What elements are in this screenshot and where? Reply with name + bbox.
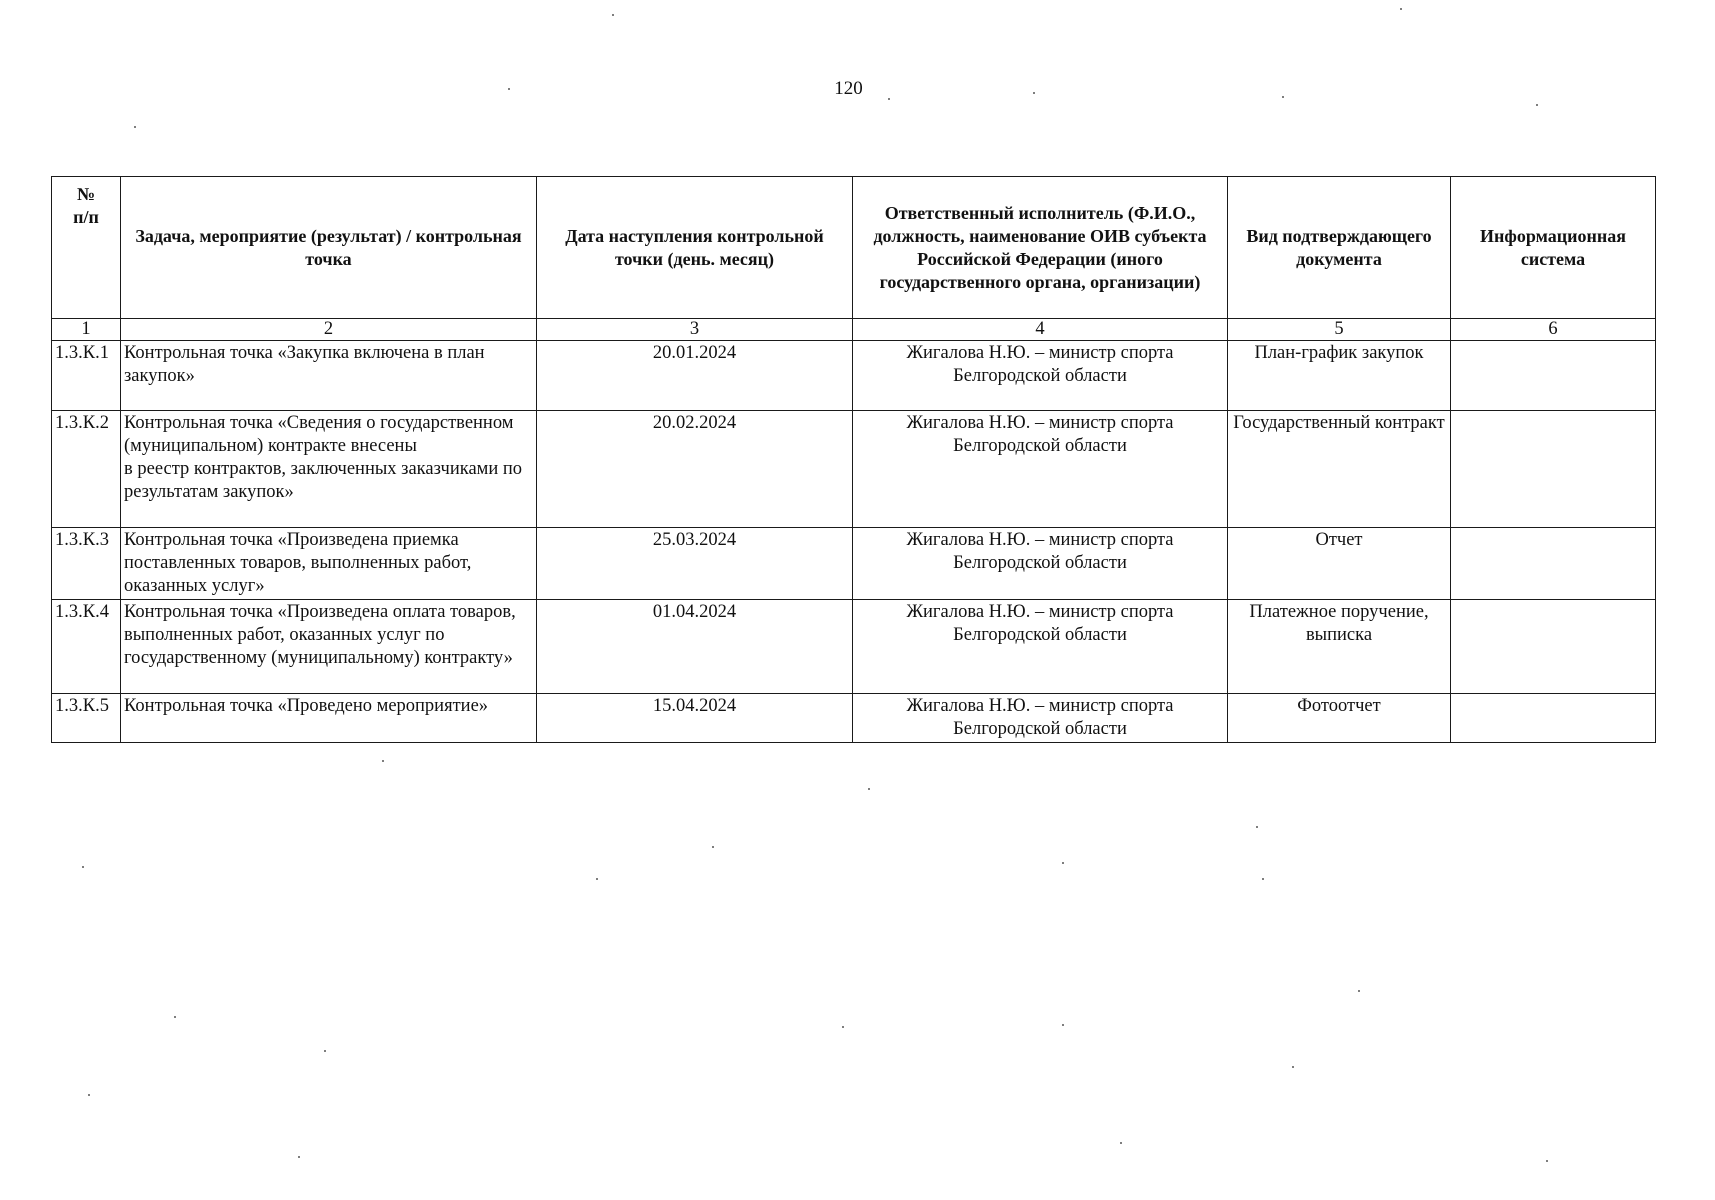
column-number-row — [52, 319, 1656, 341]
row-system — [1451, 600, 1656, 694]
row-number: 1.3.К.5 — [52, 694, 121, 743]
row-date: 20.02.2024 — [537, 411, 853, 528]
column-number: 6 — [1451, 319, 1656, 341]
row-task: Контрольная точка «Произведена приемка поставленных товаров, выполненных работ, оказанных услуг» — [121, 528, 537, 600]
table-row — [52, 341, 1656, 411]
row-responsible: Жигалова Н.Ю. – министр спорта Белгородской области — [853, 411, 1228, 528]
row-responsible: Жигалова Н.Ю. – министр спорта Белгородской области — [853, 528, 1228, 600]
column-number: 5 — [1228, 319, 1451, 341]
row-number: 1.3.К.3 — [52, 528, 121, 600]
column-number: 3 — [537, 319, 853, 341]
column-number: 2 — [121, 319, 537, 341]
row-task: Контрольная точка «Проведено мероприятие» — [121, 694, 537, 743]
row-system — [1451, 341, 1656, 411]
header-responsible: Ответственный исполнитель (Ф.И.О., должность, наименование ОИВ субъекта Российской Федерации (иного государственного органа, организации) — [853, 177, 1228, 319]
page-number: 120 — [834, 78, 863, 99]
header-date: Дата наступления контрольной точки (день. месяц) — [537, 177, 853, 319]
control-points-table — [51, 176, 1656, 743]
row-number: 1.3.К.1 — [52, 341, 121, 411]
row-task: Контрольная точка «Закупка включена в план закупок» — [121, 341, 537, 411]
row-system — [1451, 528, 1656, 600]
column-number: 4 — [853, 319, 1228, 341]
row-document: План-график закупок — [1228, 341, 1451, 411]
column-number: 1 — [52, 319, 121, 341]
header-system: Информационная система — [1451, 177, 1656, 319]
row-responsible: Жигалова Н.Ю. – министр спорта Белгородской области — [853, 600, 1228, 694]
header-task: Задача, мероприятие (результат) / контрольная точка — [121, 177, 537, 319]
row-task: Контрольная точка «Сведения о государственном (муниципальном) контракте внесены в реестр контрактов, заключенных заказчиками по результатам закупок» — [121, 411, 537, 528]
table-row — [52, 528, 1656, 600]
header-document: Вид подтверждающего документа — [1228, 177, 1451, 319]
row-responsible: Жигалова Н.Ю. – министр спорта Белгородской области — [853, 341, 1228, 411]
row-system — [1451, 411, 1656, 528]
row-document: Фотоотчет — [1228, 694, 1451, 743]
row-date: 15.04.2024 — [537, 694, 853, 743]
row-date: 20.01.2024 — [537, 341, 853, 411]
row-number: 1.3.К.4 — [52, 600, 121, 694]
table-row — [52, 600, 1656, 694]
row-document: Государственный контракт — [1228, 411, 1451, 528]
row-date: 01.04.2024 — [537, 600, 853, 694]
table-row — [52, 411, 1656, 528]
row-system — [1451, 694, 1656, 743]
row-document: Отчет — [1228, 528, 1451, 600]
row-number: 1.3.К.2 — [52, 411, 121, 528]
row-responsible: Жигалова Н.Ю. – министр спорта Белгородской области — [853, 694, 1228, 743]
row-task: Контрольная точка «Произведена оплата товаров, выполненных работ, оказанных услуг по государственному (муниципальному) контракту» — [121, 600, 537, 694]
table-row — [52, 694, 1656, 743]
header-number: № п/п — [52, 177, 121, 319]
row-date: 25.03.2024 — [537, 528, 853, 600]
row-document: Платежное поручение, выписка — [1228, 600, 1451, 694]
table-header-row — [52, 177, 1656, 319]
